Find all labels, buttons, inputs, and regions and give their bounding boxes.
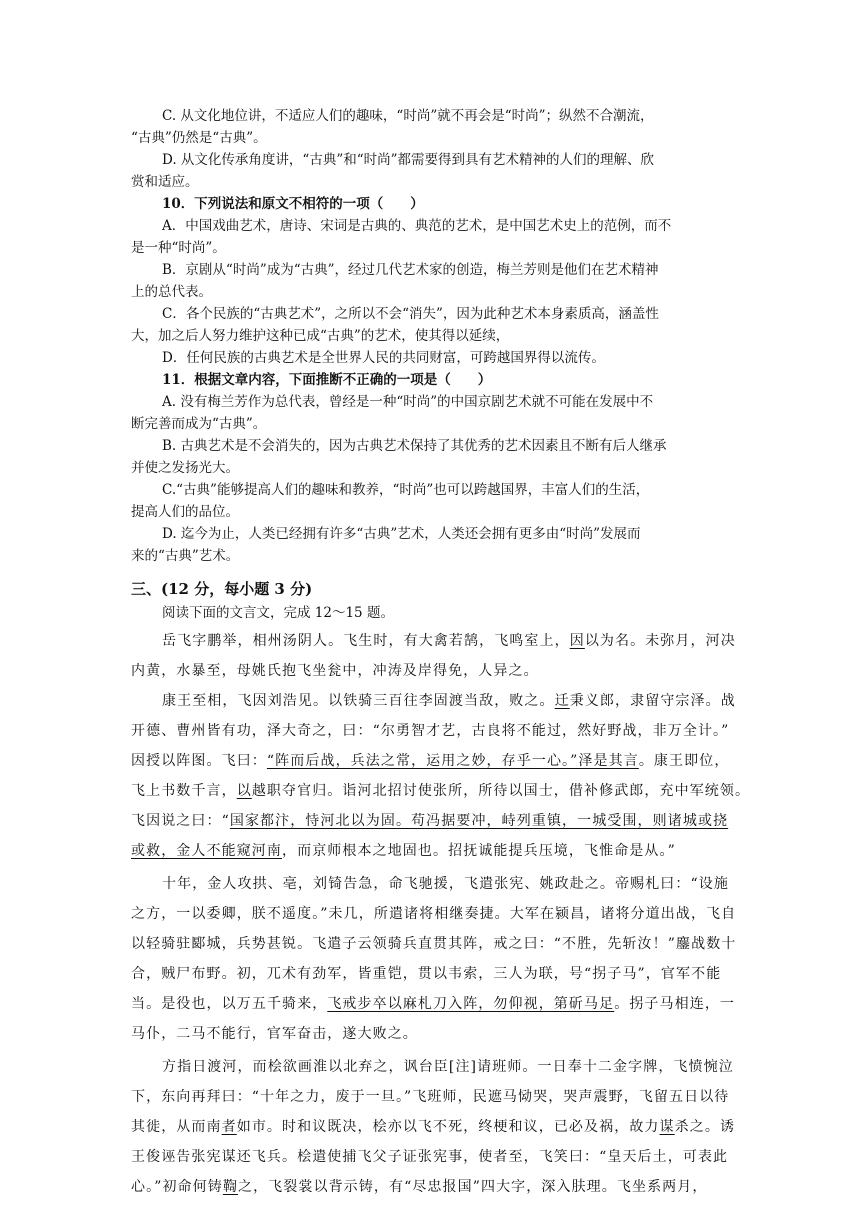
passage-line: 开德、曹州皆有功，泽大奇之，曰：“尔勇智才艺，古良将不能过，然好野战，非万全计。”: [131, 723, 730, 739]
passage-line: 十年，金人攻拱、亳，刘锜告急，命飞驰援，飞遣张宪、姚政赴之。帝赐札曰：“设施: [162, 876, 729, 892]
passage-line: 合，贼尸布野。初，兀术有劲军，皆重铠，贯以韦索，三人为联，号“拐子马”，官军不能: [131, 966, 722, 982]
text-run: 杀之。诱: [674, 1119, 736, 1135]
passage-line: [131, 993, 735, 1013]
underlined-sentence: 飞戒步卒以麻札刀入阵，勿仰视，第斫马足: [327, 996, 615, 1012]
passage-line: [162, 690, 736, 710]
passage-line: 下，东向再拜曰：“十年之力，废于一旦。”飞班师，民遮马恸哭，哭声震野，飞留五日以待: [131, 1089, 730, 1105]
q9-option-c-line1: C. 从文化地位讲，不适应人们的趣味，“时尚”就不再会是“时尚”；纵然不合潮流，: [162, 108, 654, 124]
text-run: 心。”初命何铸: [131, 1179, 223, 1195]
text-run: 康王至相，飞因刘浩见。以铁骑三百往李固渡当敌，败之。: [162, 693, 555, 709]
underlined-word: 因: [569, 633, 585, 649]
q9-option-c-line2: “古典”仍然是“古典”。: [131, 130, 267, 146]
passage-line: [131, 1176, 707, 1196]
text-run: 飞因说之曰：“: [131, 813, 230, 829]
text-run: 以为名。未弥月，河决: [584, 633, 736, 649]
q10-option-a-line2: 是一种“时尚”。: [131, 240, 226, 256]
text-run: 之，飞裂裳以背示铸，有“尽忠报国”四大字，深入肤理。飞坐系两月，: [237, 1179, 708, 1195]
q10-title: 10．下列说法和原文不相符的一项（ ）: [162, 196, 424, 212]
section-3-heading: 三、(12 分，每小题 3 分): [131, 580, 313, 598]
passage-line: 方指日渡河，而桧欲画淮以北弃之，讽台臣[注]请班师。一日奉十二金字牌，飞愤惋泣: [162, 1059, 734, 1075]
passage-line: [131, 780, 750, 800]
underlined-sentence: 国家都汴，恃河北以为固。苟冯据要冲，峙列重镇，一城受围，则诸城或挠: [229, 813, 729, 829]
passage-line: [131, 840, 676, 860]
underlined-word: 鞫: [222, 1179, 238, 1195]
text-run: 因授以阵图。飞曰：: [131, 753, 267, 769]
q10-option-a-line1: A．中国戏曲艺术，唐诗、宋词是古典的、典范的艺术，是中国艺术史上的范例，而不: [162, 218, 672, 234]
q11-option-b-line2: 并使之发扬光大。: [131, 460, 239, 476]
text-run: 。拐子马相连，一: [614, 996, 736, 1012]
underlined-sentence: 或救，金人不能窥河南: [131, 843, 282, 859]
underlined-word: 以: [236, 783, 252, 799]
underlined-word: 迁: [554, 693, 570, 709]
q10-option-c-line2: 大，加之后人努力维护这种已成“古典”的艺术，使其得以延续，: [131, 328, 510, 344]
passage-line: 王俊诬告张宪谋还飞兵。桧遣使捕飞父子证张宪事，使者至，飞笑曰：“皇天后土，可表此: [131, 1149, 729, 1165]
q9-option-d-line1: D. 从文化传承角度讲，“古典”和“时尚”都需要得到具有艺术精神的人们的理解、欣: [162, 152, 655, 168]
passage-line: 以轻骑驻郾城，兵势甚锐。飞遣子云领骑兵直贯其阵，戒之曰：“不胜，先斩汝！”鏖战数十: [131, 936, 737, 952]
text-run: 当。是役也，以万五千骑来，: [131, 996, 328, 1012]
section-3-instruction: 阅读下面的文言文，完成 12～15 题。: [162, 605, 394, 621]
passage-line: [131, 810, 728, 830]
q10-option-b-line2: 上的总代表。: [131, 284, 212, 300]
q11-option-c-line2: 提高人们的品位。: [131, 504, 239, 520]
q11-option-b-line1: B. 古典艺术是不会消失的，因为古典艺术保持了其优秀的艺术因素且不断有后人继承: [162, 438, 667, 454]
passage-line: [131, 750, 729, 770]
passage-line: [131, 1116, 735, 1136]
q10-option-c-line1: C．各个民族的“古典艺术”，之所以不会“消失”，因为此种艺术本身素质高，涵盖性: [162, 306, 659, 322]
q9-option-d-line2: 赏和适应。: [131, 174, 199, 190]
q11-title: 11．根据文章内容，下面推断不正确的一项是（ ）: [162, 372, 492, 388]
underlined-word: 者: [221, 1119, 237, 1135]
passage-line: 内黄，水暴至，母姚氏抱飞坐瓮中，冲涛及岸得免，人异之。: [131, 663, 539, 679]
text-run: 岳飞字鹏举，相州汤阴人。飞生时，有大禽若鹄，飞鸣室上，: [162, 633, 570, 649]
q11-option-d-line1: D. 迄今为止，人类已经拥有许多“古典”艺术，人类还会拥有更多由“时尚”发展而: [162, 526, 641, 542]
q10-option-b-line1: B．京剧从“时尚”成为“古典”，经过几代艺术家的创造，梅兰芳则是他们在艺术精神: [162, 262, 659, 278]
passage-line: 马仆，二马不能行，官军奋击，遂大败之。: [131, 1026, 418, 1042]
q10-option-d-line1: D．任何民族的古典艺术是全世界人民的共同财富，可跨越国界得以流传。: [162, 350, 605, 366]
q11-option-a-line1: A. 没有梅兰芳作为总代表，曾经是一种“时尚”的中国京剧艺术就不可能在发展中不: [162, 394, 654, 410]
underlined-sentence: “阵而后战，兵法之常，运用之妙，存乎一心。”泽是其言: [266, 753, 639, 769]
text-run: 越职夺官归。诣河北招讨使张所，所待以国士，借补修武郎，充中军统领。: [251, 783, 751, 799]
text-run: 其徙，从而南: [131, 1119, 222, 1135]
passage-line: [162, 630, 736, 650]
q11-option-c-line1: C.“古典”能够提高人们的趣味和教养，“时尚”也可以跨越国界，丰富人们的生活，: [162, 482, 650, 498]
text-run: 秉义郎，隶留守宗泽。战: [569, 693, 736, 709]
text-run: 。康王即位，: [638, 753, 730, 769]
text-run: 飞上书数千言，: [131, 783, 237, 799]
text-run: 如市。时和议既决，桧亦以飞不死，终梗和议，已必及祸，故力: [236, 1119, 660, 1135]
q11-option-d-line2: 来的“古典”艺术。: [131, 548, 240, 564]
text-run: ，而京师根本之地固也。招抚诚能提兵压境，飞惟命是从。”: [282, 843, 676, 859]
underlined-word: 谋: [659, 1119, 675, 1135]
q11-option-a-line2: 断完善而成为“古典”。: [131, 416, 267, 432]
passage-line: 之方，一以委卿，朕不遥度。”未几，所遣诸将相继奏捷。大军在颍昌，诸将分道出战，飞自: [131, 906, 737, 922]
